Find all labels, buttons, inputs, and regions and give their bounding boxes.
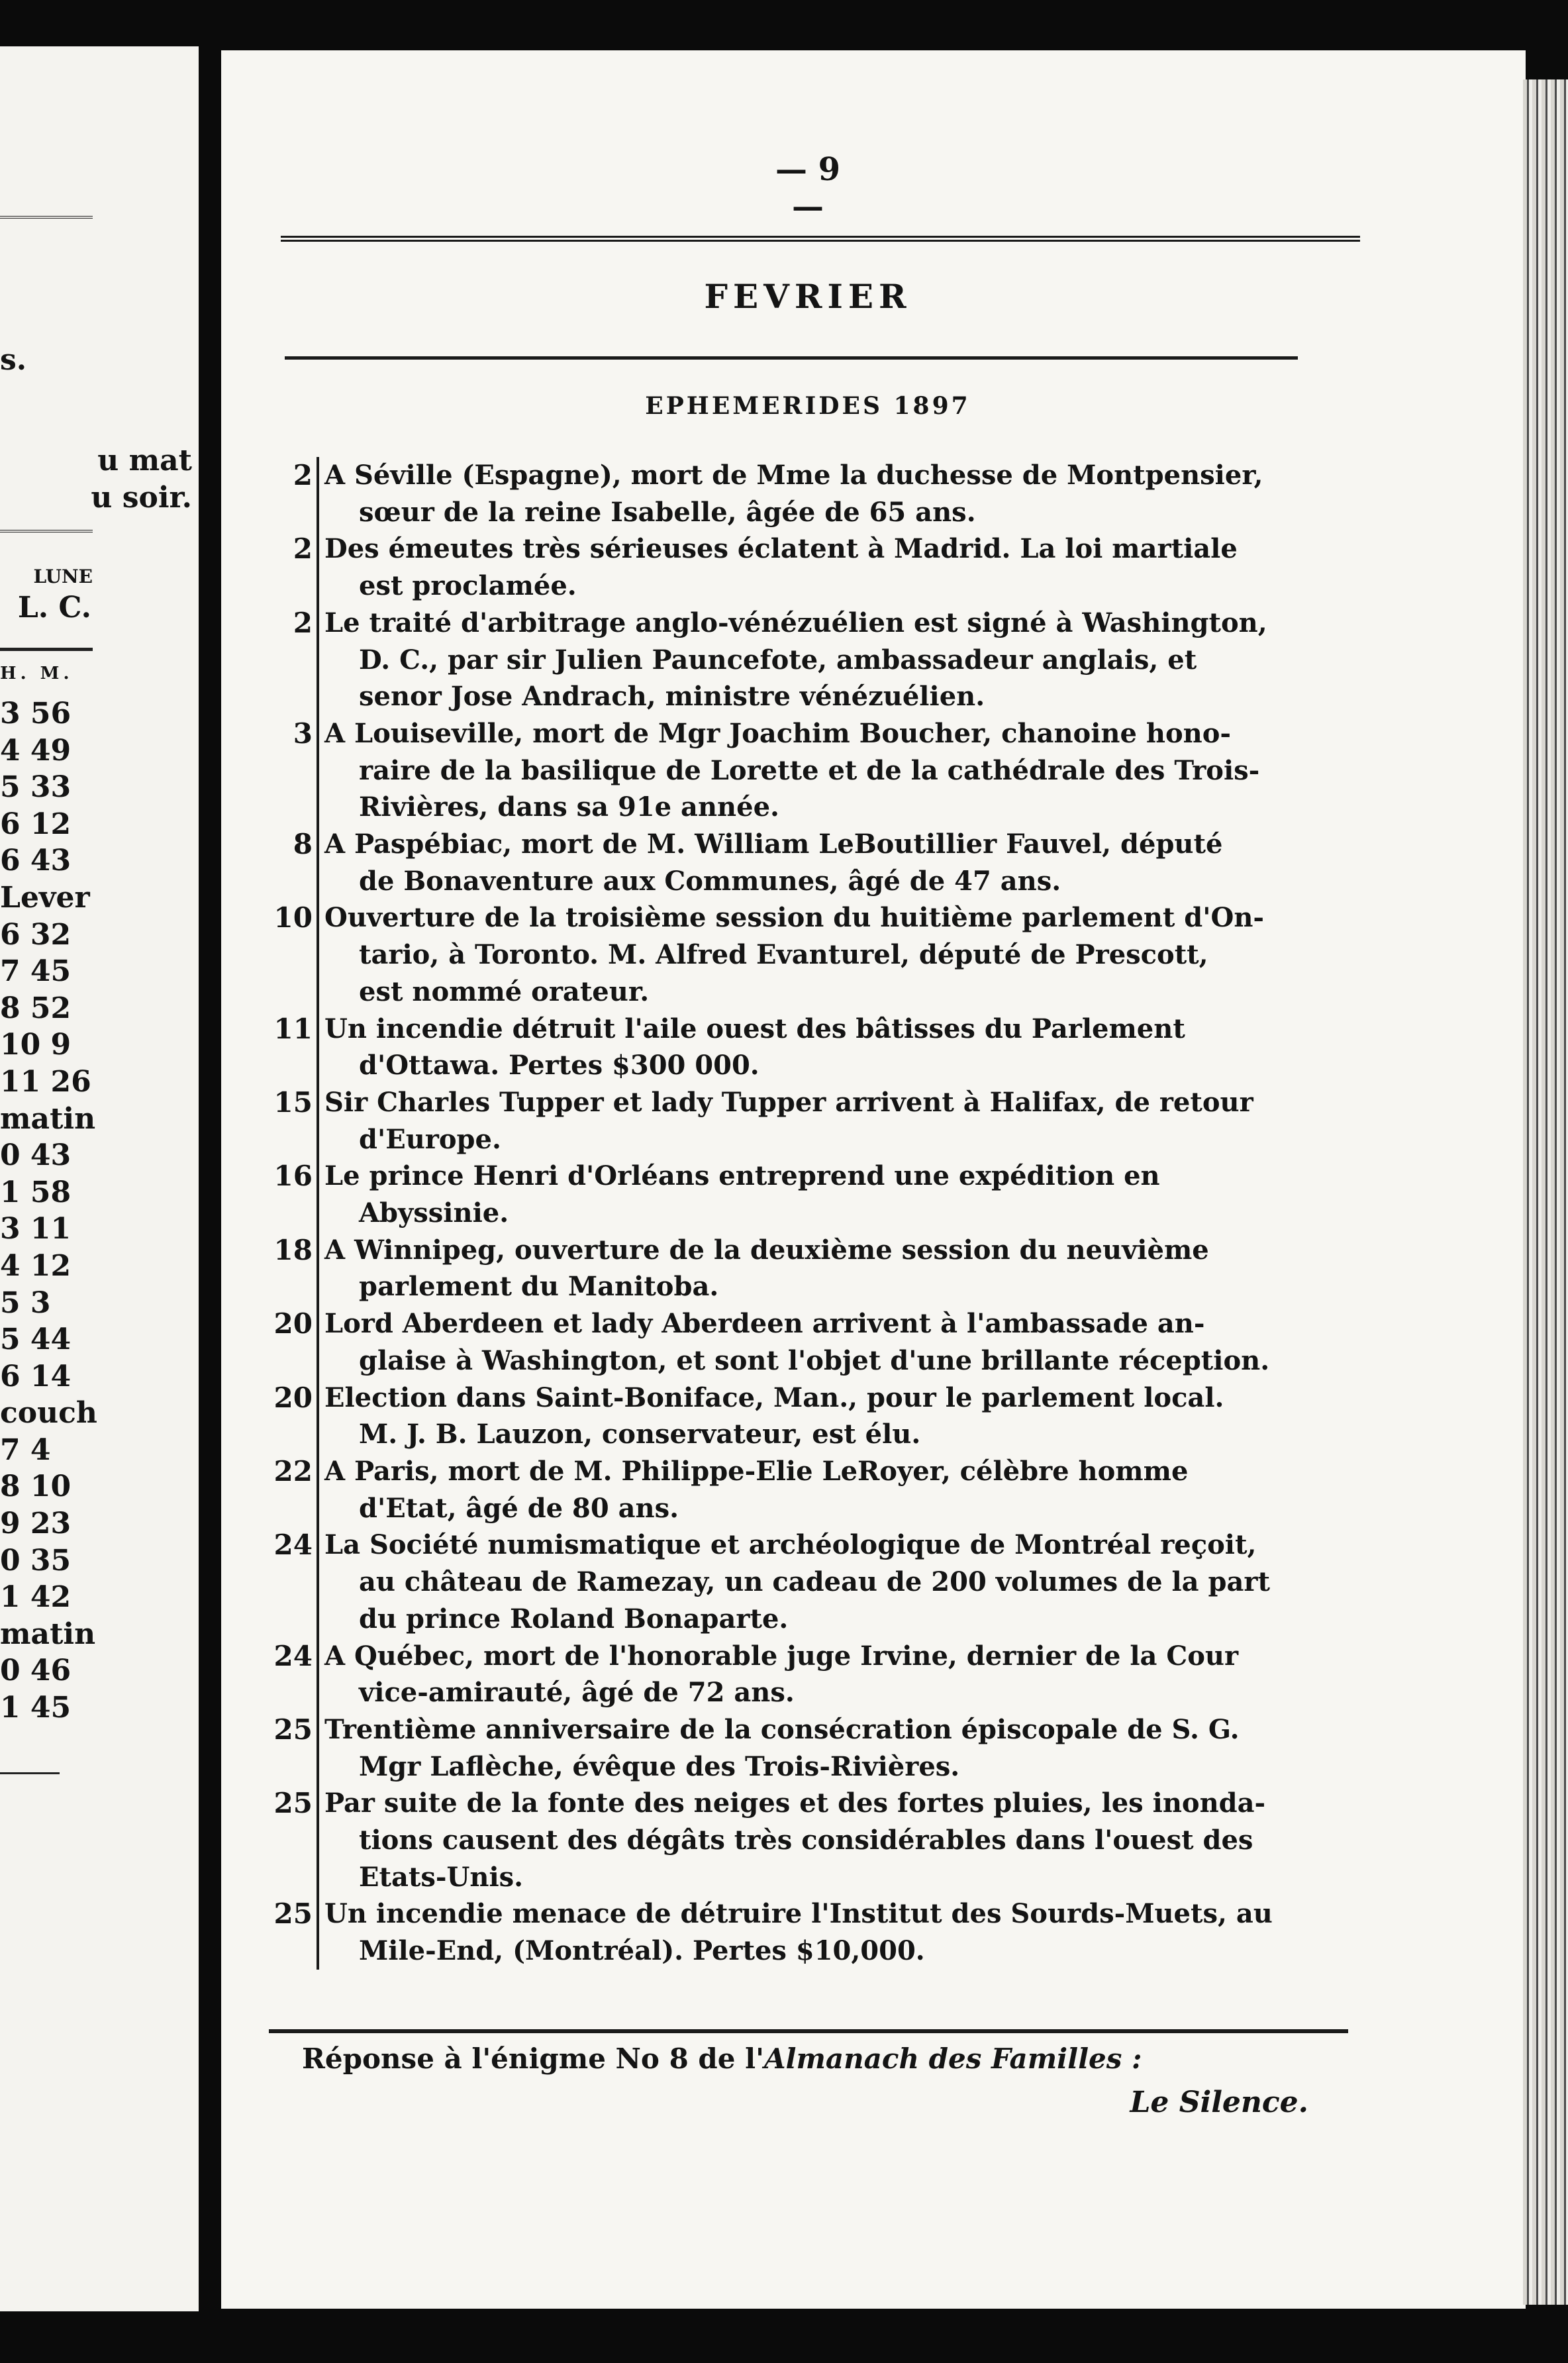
entry-day: 24 [265,1638,319,1711]
page-number: — 9 — [775,151,841,225]
entry-text [319,1084,1357,1158]
entry-line: glaise à Washington, et sont l'objet d'une brillante réception. [359,1344,1270,1376]
left-page-fragment-text: s. [0,343,27,377]
entry-line: Etats-Unis. [359,1861,524,1893]
entry-line: Des émeutes très sérieuses éclatent à Madrid. La loi martiale [324,533,1238,565]
entry-text [319,1527,1357,1637]
entry-text [319,1305,1357,1379]
left-page-row: 7 45 [0,954,72,989]
entry-line: Sir Charles Tupper et lady Tupper arrivent à Halifax, de retour [324,1086,1253,1118]
entry-line: vice-amirauté, âgé de 72 ans. [359,1677,795,1709]
left-page-fragment [0,46,199,2311]
left-page-row: 3 11 [0,1212,72,1246]
page-title: FEVRIER [704,277,912,316]
list-item [265,899,1364,1010]
entry-day: 18 [265,1232,319,1305]
entry-day: 2 [265,530,319,604]
left-page-rule [0,1772,60,1774]
left-page-row: 5 3 [0,1285,51,1320]
list-item [265,1305,1364,1379]
entry-line: Le traité d'arbitrage anglo-vénézuélien est signé à Washington, [324,607,1267,638]
left-page-row: 1 58 [0,1175,72,1209]
list-item [265,457,1364,530]
left-page-row: 6 14 [0,1359,72,1393]
left-page-row: 1 42 [0,1580,72,1615]
entry-day: 20 [265,1380,319,1453]
entry-line: Mgr Laflèche, évêque des Trois-Rivières. [359,1750,960,1782]
entry-line: M. J. B. Lauzon, conservateur, est élu. [359,1419,921,1450]
section-subtitle: EPHEMERIDES 1897 [645,392,971,420]
entry-line: Election dans Saint-Boniface, Man., pour le parlement local. [324,1382,1224,1413]
left-page-row: 8 10 [0,1470,72,1504]
riddle-answer-prefix: Réponse à l'énigme No 8 de l' [302,2042,764,2075]
entry-line: Mile-End, (Montréal). Pertes $10,000. [359,1935,925,1967]
entry-line: A Paris, mort de M. Philippe-Elie LeRoyer, célèbre homme [324,1455,1189,1487]
entry-line: est nommé orateur. [359,976,650,1007]
list-item [265,1638,1364,1711]
header-rule [281,236,1360,242]
entry-text [319,457,1357,530]
entry-line: tario, à Toronto. M. Alfred Evanturel, député de Prescott, [359,939,1208,971]
footer-rule [269,2029,1348,2033]
left-page-row: 1 45 [0,1691,72,1725]
entry-text [319,1380,1357,1453]
entry-day: 2 [265,457,319,530]
entry-day: 15 [265,1084,319,1158]
riddle-answer [302,2037,1335,2125]
left-page-rule [0,216,93,224]
title-rule [285,356,1298,360]
entry-line: A Louiseville, mort de Mgr Joachim Boucher, chanoine hono- [324,717,1231,749]
left-page-row: 4 49 [0,733,72,768]
left-page-row: 10 9 [0,1028,72,1062]
entry-line: Trentième anniversaire de la consécration épiscopale de S. G. [324,1713,1240,1745]
list-item [265,1011,1364,1084]
list-item [265,605,1364,715]
entry-line: Le prince Henri d'Orléans entreprend une expédition en [324,1160,1160,1192]
list-item [265,715,1364,826]
entry-line: A Winnipeg, ouverture de la deuxième session du neuvième [324,1234,1209,1266]
entry-line: A Québec, mort de l'honorable juge Irvine, dernier de la Cour [324,1640,1239,1672]
left-page-row: 7 4 [0,1433,51,1467]
entry-text [319,1453,1357,1527]
entry-line: Un incendie détruit l'aile ouest des bâtisses du Parlement [324,1013,1185,1044]
entry-text [319,826,1357,899]
entry-line: sœur de la reine Isabelle, âgée de 65 ans. [359,496,976,528]
riddle-answer-source: Almanach des Familles : [763,2042,1142,2075]
entry-line: est proclamée. [359,570,577,602]
entry-day: 16 [265,1158,319,1231]
entry-day: 25 [265,1711,319,1785]
list-item [265,530,1364,604]
entry-line: de Bonaventure aux Communes, âgé de 47 ans. [359,865,1061,897]
entry-day: 8 [265,826,319,899]
left-page-row: 6 12 [0,807,72,841]
left-page-row: matin [0,1101,96,1136]
list-item [265,1527,1364,1637]
left-page-fragment-text: LUNE [33,566,93,587]
ephemerides-list [265,457,1364,1970]
entry-line: La Société numismatique et archéologique de Montréal reçoit, [324,1529,1257,1561]
entry-line: A Paspébiac, mort de M. William LeBoutillier Fauvel, député [324,829,1223,860]
left-page-rule [0,530,93,538]
entry-day: 25 [265,1785,319,1895]
list-item [265,1711,1364,1785]
left-page-row: Lever [0,880,90,915]
left-page-row: 6 32 [0,917,72,952]
list-item [265,826,1364,899]
entry-line: A Séville (Espagne), mort de Mme la duchesse de Montpensier, [324,460,1263,491]
entry-text [319,1638,1357,1711]
left-page-fragment-text: u soir. [91,481,192,515]
left-page-fragment-text: L. C. [17,591,91,625]
entry-text [319,1011,1357,1084]
left-page-row: 5 33 [0,770,72,805]
left-page-row: couch [0,1396,97,1431]
entry-line: Ouverture de la troisième session du huitième parlement d'On- [324,902,1265,934]
left-page-row: matin [0,1617,96,1651]
entry-line: Lord Aberdeen et lady Aberdeen arrivent à l'ambassade an- [324,1308,1205,1340]
entry-day: 11 [265,1011,319,1084]
left-page-fragment-text: u mat [97,444,192,478]
left-page-row: 4 12 [0,1248,72,1283]
list-item [265,1084,1364,1158]
entry-text [319,715,1357,826]
entry-text [319,1785,1357,1895]
left-page-row: 6 43 [0,844,72,878]
entry-line: tions causent des dégâts très considérables dans l'ouest des [359,1825,1253,1856]
entry-text [319,1158,1357,1231]
entry-text [319,1232,1357,1305]
entry-line: Abyssinie. [359,1197,509,1229]
entry-text [319,605,1357,715]
riddle-answer-solution: Le Silence. [1130,2086,1308,2119]
entry-line: du prince Roland Bonaparte. [359,1603,789,1634]
page-edges [1523,79,1568,2305]
list-item [265,1380,1364,1453]
entry-line: au château de Ramezay, un cadeau de 200 volumes de la part [359,1566,1270,1598]
riddle-answer-line [302,2037,1335,2081]
left-page-row: 8 52 [0,991,72,1025]
left-page-rule [0,648,93,651]
entry-line: Un incendie menace de détruire l'Institut des Sourds-Muets, au [324,1898,1273,1930]
left-page-row: 0 43 [0,1138,72,1173]
left-page-hm-header: H. M. [0,664,74,683]
list-item [265,1158,1364,1231]
left-page-row: 11 26 [0,1064,91,1099]
entry-text [319,899,1357,1010]
entry-day: 2 [265,605,319,715]
left-page-row: 5 44 [0,1323,72,1357]
entry-day: 25 [265,1895,319,1969]
entry-line: parlement du Manitoba. [359,1271,719,1303]
left-page-row: 0 35 [0,1543,72,1578]
entry-line: Par suite de la fonte des neiges et des fortes pluies, les inonda- [324,1787,1266,1819]
entry-line: D. C., par sir Julien Pauncefote, ambassadeur anglais, et [359,644,1197,676]
entry-day: 22 [265,1453,319,1527]
entry-day: 3 [265,715,319,826]
entry-line: d'Etat, âgé de 80 ans. [359,1492,679,1524]
entry-line: d'Europe. [359,1123,501,1155]
entry-line: Rivières, dans sa 91e année. [359,791,779,823]
entry-day: 10 [265,899,319,1010]
entry-day: 20 [265,1305,319,1379]
entry-text [319,530,1357,604]
list-item [265,1895,1364,1969]
entry-line: d'Ottawa. Pertes $300 000. [359,1050,760,1081]
entry-text [319,1895,1357,1969]
entry-line: senor Jose Andrach, ministre vénézuélien. [359,681,985,713]
list-item [265,1453,1364,1527]
left-page-times-column [0,695,97,1727]
entry-line: raire de la basilique de Lorette et de la cathédrale des Trois- [359,754,1260,786]
list-item [265,1785,1364,1895]
left-page-row: 9 23 [0,1507,72,1541]
left-page-row: 0 46 [0,1654,72,1688]
left-page-row: 3 56 [0,697,72,730]
list-item [265,1232,1364,1305]
entry-day: 24 [265,1527,319,1637]
entry-text [319,1711,1357,1785]
